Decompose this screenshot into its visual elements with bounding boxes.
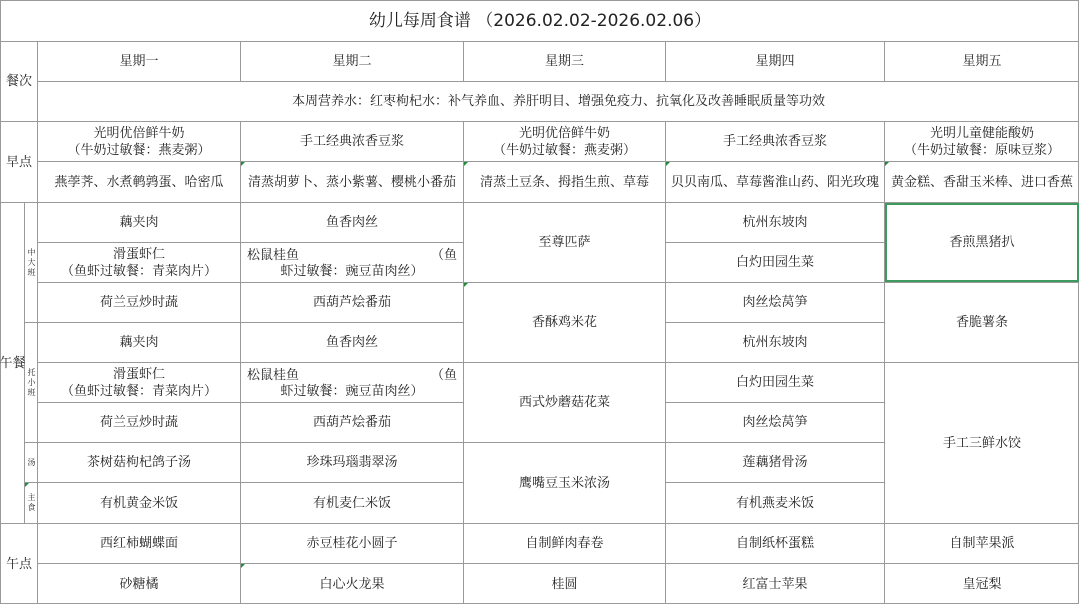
lunch-wed-dish-1: 至尊匹萨 <box>538 235 591 250</box>
dish-name: 松鼠桂鱼 <box>247 368 300 383</box>
breakfast-drink-thu <box>666 122 884 161</box>
lunch-wed-soup: 鹰嘴豆玉米浓汤 <box>518 475 610 491</box>
snack-pastry-tue: 赤豆桂花小圆子 <box>306 536 398 551</box>
snack-label: 午点 <box>5 556 32 572</box>
lunch-mon-dish-2 <box>38 243 240 282</box>
drink-note: （牛奶过敏餐：燕麦粥） <box>492 142 636 158</box>
snack-pastry-thu: 自制纸杯蛋糕 <box>735 536 814 551</box>
dish-name: 滑蛋虾仁 <box>112 366 165 382</box>
page-title: 幼儿每周食谱 （2026.02.02-2026.02.06） <box>368 10 712 31</box>
lunch-fri-dish-1-selected-cell[interactable]: 香煎黑猪扒 <box>885 203 1079 282</box>
lunch-tue-dish-5 <box>241 363 463 402</box>
lunch-tue-dish-3: 西葫芦烩番茄 <box>312 295 391 310</box>
breakfast-drink-tue <box>241 122 463 161</box>
snack-fruit-mon: 砂糖橘 <box>119 576 159 592</box>
tuoxiaoban-label: 托小班 <box>27 367 36 397</box>
drink-name: 手工经典浓香豆浆 <box>722 134 827 149</box>
allergy-note: 虾过敏餐：豌豆苗肉丝） <box>280 384 424 399</box>
dish-line <box>247 367 457 385</box>
dish-name: 滑蛋虾仁 <box>112 246 165 262</box>
allergy-note: （鱼虾过敏餐：青菜肉片） <box>60 383 217 399</box>
breakfast-food-mon: 燕荸荠、水煮鹌鹑蛋、哈密瓜 <box>54 174 224 190</box>
snack-pastry-mon: 西红柿蝴蝶面 <box>99 536 178 551</box>
drink-name: 光明优倍鲜牛奶 <box>518 125 610 141</box>
snack-pastry-fri: 自制苹果派 <box>949 536 1015 551</box>
day-header-fri: 星期五 <box>962 54 1002 69</box>
lunch-thu-dish-6: 肉丝烩莴笋 <box>742 415 808 430</box>
lunch-mon-dish-1: 藕夹肉 <box>119 215 159 230</box>
lunch-tue-staple: 有机麦仁米饭 <box>312 495 391 511</box>
day-header-wed: 星期三 <box>544 54 584 69</box>
drink-name: 手工经典浓香豆浆 <box>299 134 404 149</box>
breakfast-food-tue: 清蒸胡萝卜、蒸小紫薯、樱桃小番茄 <box>247 174 456 190</box>
day-header-thu: 星期四 <box>755 54 795 69</box>
lunch-thu-dish-2: 白灼田园生菜 <box>735 255 814 270</box>
dish-name: 松鼠桂鱼 <box>247 248 300 263</box>
lunch-tue-dish-1: 鱼香肉丝 <box>325 215 378 230</box>
breakfast-drink-mon <box>38 122 240 161</box>
breakfast-food-fri: 黄金糕、香甜玉米棒、进口香蕉 <box>890 174 1073 190</box>
allergy-note: 虾过敏餐：豌豆苗肉丝） <box>280 264 424 279</box>
snack-pastry-wed: 自制鲜肉春卷 <box>525 536 604 551</box>
drink-name: 光明儿童健能酸奶 <box>929 125 1034 141</box>
allergy-note: （鱼虾过敏餐：青菜肉片） <box>60 263 217 279</box>
snack-fruit-fri: 皇冠梨 <box>962 576 1002 592</box>
lunch-label: 午餐 <box>0 355 26 371</box>
day-header-tue: 星期二 <box>332 54 372 69</box>
lunch-thu-dish-5: 白灼田园生菜 <box>735 375 814 390</box>
drink-note: （牛奶过敏餐：原味豆浆） <box>903 142 1060 158</box>
lunch-mon-staple: 有机黄金米饭 <box>99 495 178 511</box>
lunch-tue-dish-6: 西葫芦烩番茄 <box>312 415 391 430</box>
lunch-wed-dish-3: 西式炒蘑菇花菜 <box>518 395 610 410</box>
lunch-mon-soup: 茶树菇枸杞鸽子汤 <box>86 455 191 470</box>
snack-fruit-wed: 桂圆 <box>551 576 578 592</box>
zhongdaban-label: 中大班 <box>27 247 36 277</box>
soup-label: 汤 <box>27 457 36 467</box>
lunch-wed-dish-2: 香酥鸡米花 <box>531 315 597 330</box>
lunch-mon-dish-4: 藕夹肉 <box>119 335 159 350</box>
lunch-fri-dish-3: 手工三鲜水饺 <box>942 435 1021 451</box>
allergy-note-start: （鱼 <box>430 368 457 383</box>
dish-line <box>247 247 457 265</box>
breakfast-drink-fri <box>885 122 1079 161</box>
staple-label: 主食 <box>27 493 36 512</box>
drink-note: （牛奶过敏餐：燕麦粥） <box>67 142 211 158</box>
breakfast-food-wed: 清蒸土豆条、拇指生煎、草莓 <box>479 174 649 190</box>
lunch-thu-dish-4: 杭州东坡肉 <box>742 335 808 350</box>
breakfast-food-thu: 贝贝南瓜、草莓酱淮山药、阳光玫瑰 <box>670 174 879 190</box>
lunch-tue-dish-2 <box>241 243 463 282</box>
snack-fruit-tue: 白心火龙果 <box>319 576 385 592</box>
day-header-mon: 星期一 <box>119 54 159 69</box>
breakfast-label: 早点 <box>5 154 32 170</box>
lunch-thu-staple: 有机燕麦米饭 <box>735 495 814 511</box>
lunch-mon-dish-6: 荷兰豆炒时蔬 <box>99 415 178 430</box>
snack-fruit-thu: 红富士苹果 <box>742 576 808 592</box>
lunch-tue-soup: 珍珠玛瑙翡翠汤 <box>306 455 398 470</box>
weekly-nutrition-note: 本周营养水：红枣枸杞水：补气养血、养肝明目、增强免疫力、抗氧化及改善睡眠质量等功效 <box>291 94 825 109</box>
meal-label: 餐次 <box>5 74 32 89</box>
lunch-thu-soup: 莲藕猪骨汤 <box>742 455 808 470</box>
lunch-mon-dish-5 <box>38 363 240 402</box>
allergy-note-start: （鱼 <box>430 248 457 263</box>
breakfast-drink-wed <box>464 122 665 161</box>
drink-name: 光明优倍鲜牛奶 <box>93 125 185 141</box>
lunch-tue-dish-4: 鱼香肉丝 <box>325 335 378 350</box>
lunch-thu-dish-1: 杭州东坡肉 <box>742 215 808 230</box>
lunch-mon-dish-3: 荷兰豆炒时蔬 <box>99 295 178 310</box>
lunch-thu-dish-3: 肉丝烩莴笋 <box>742 295 808 310</box>
lunch-fri-dish-2: 香脆薯条 <box>955 315 1008 330</box>
